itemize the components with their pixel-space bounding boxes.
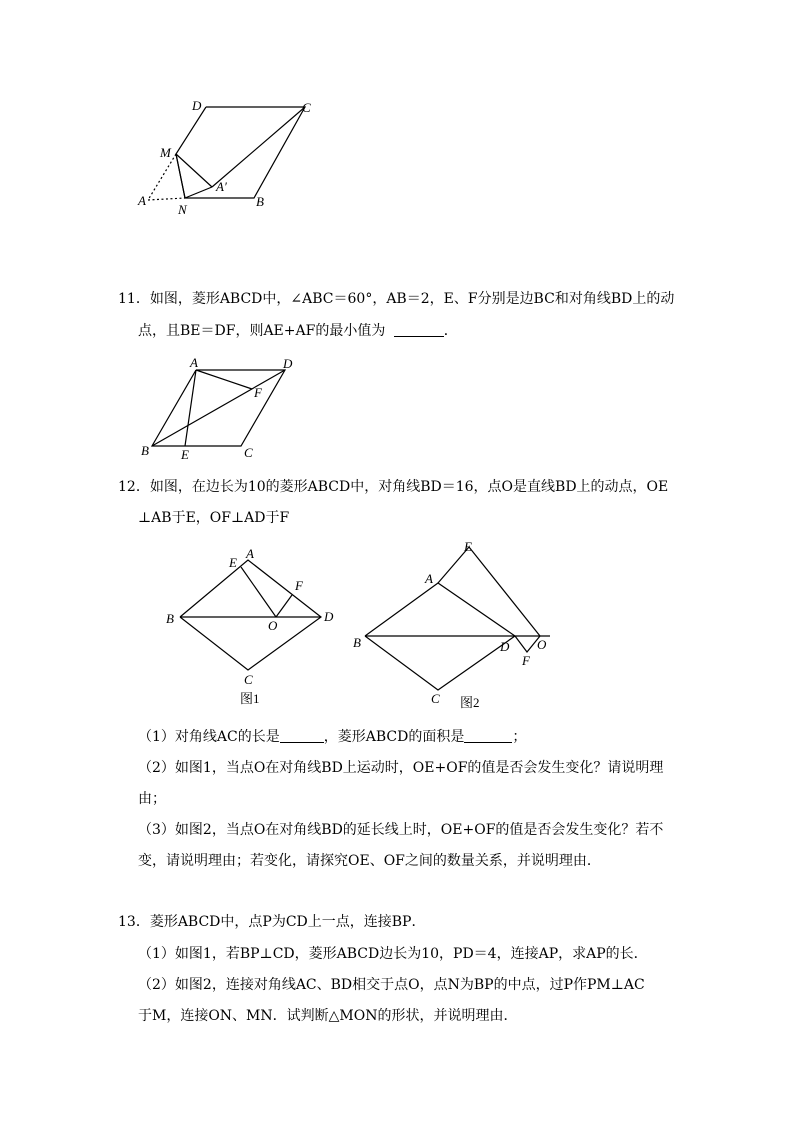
label-c: C [302, 100, 311, 115]
label-d: D [283, 356, 293, 371]
segment-n-a-prime [185, 187, 212, 198]
label-d: D [324, 609, 334, 624]
q13-sub2-line2: 于M，连接ON、MN．试判断△MON的形状，并说明理由． [138, 1008, 518, 1024]
figure-q11-svg [130, 352, 310, 462]
label-b: B [353, 635, 361, 650]
label-f: F [254, 385, 262, 400]
q13-line1: 13．菱形ABCD中，点P为CD上一点，连接BP． [118, 914, 426, 930]
q12-sub2-line2: 由； [138, 791, 166, 807]
label-m: M [160, 145, 171, 160]
figure-q12-2-svg [345, 535, 565, 715]
figure-q12-1-svg [160, 543, 350, 713]
rhombus-outline [176, 107, 305, 198]
label-b: B [166, 611, 174, 626]
q12-sub1-a: （1）对角线AC的长是 [138, 729, 280, 745]
figure-q12-2 [345, 535, 565, 715]
q13-sub1: （1）如图1，若BP⊥CD，菱形ABCD边长为10，PD＝4，连接AP，求AP的长． [138, 946, 648, 962]
q11-line2 [138, 321, 458, 341]
label-f: F [295, 578, 303, 593]
label-a: A [190, 355, 198, 370]
figure-q10 [130, 95, 330, 225]
label-c: C [244, 445, 253, 460]
q12-sub2-line1: （2）如图1，当点O在对角线BD上运动时，OE+OF的值是否会发生变化？请说明理 [138, 760, 664, 776]
dotted-m-a [148, 154, 176, 200]
label-c: C [244, 672, 253, 687]
label-b: B [256, 194, 264, 209]
diagonal-bd [152, 370, 285, 446]
q11-line2-end: ． [443, 323, 458, 339]
figure-caption: 图2 [460, 695, 480, 710]
label-e: E [464, 539, 472, 554]
q12-line1: 12．如图，在边长为10的菱形ABCD中，对角线BD＝16，点O是直线BD上的动点，OE [118, 479, 669, 495]
figure-q12-1 [160, 543, 350, 713]
answer-blank-area[interactable] [464, 728, 512, 743]
label-a: A [246, 546, 254, 561]
q12-line2: ⊥AB于E，OF⊥AD于F [138, 510, 290, 526]
segment-e-o [469, 547, 540, 636]
q12-sub3-line1: （3）如图2，当点O在对角线BD的延长线上时，OE+OF的值是否会发生变化？若不 [138, 822, 664, 838]
q12-sub1-b: ，菱形ABCD的面积是 [323, 729, 465, 745]
answer-blank-ac[interactable] [280, 728, 324, 743]
label-c: C [431, 691, 440, 706]
answer-blank[interactable] [394, 322, 444, 337]
figure-q10-svg [130, 95, 330, 225]
label-f: F [522, 653, 530, 668]
label-o: O [268, 618, 278, 633]
segment-a-prime-c [212, 107, 305, 187]
dotted-a-n [148, 198, 185, 200]
q12-sub1-c: ； [512, 729, 527, 745]
q11-line2-text: 点，且BE＝DF，则AE+AF的最小值为 [138, 323, 386, 339]
label-a-prime: A′ [216, 179, 227, 194]
label-e: E [181, 447, 189, 462]
segment-a-f [196, 370, 252, 389]
q12-sub1 [138, 727, 526, 747]
figure-caption: 图1 [240, 691, 260, 706]
label-d: D [500, 639, 510, 654]
label-o: O [537, 637, 547, 652]
q13-sub2-line1: （2）如图2，连接对角线AC、BD相交于点O，点N为BP的中点，过P作PM⊥AC [138, 977, 645, 993]
figure-q11 [130, 352, 310, 462]
label-a: A [425, 571, 433, 586]
label-b: B [141, 443, 149, 458]
segment-o-e [241, 567, 276, 617]
q12-sub3-line2: 变，请说明理由；若变化，请探究OE、OF之间的数量关系，并说明理由． [138, 853, 601, 869]
label-a: A [138, 193, 146, 208]
label-e: E [229, 555, 237, 570]
label-d: D [192, 98, 202, 113]
segment-a-e [185, 370, 196, 446]
q11-line1: 11．如图，菱形ABCD中，∠ABC＝60°，AB＝2，E、F分别是边BC和对角线BD上的动 [118, 291, 675, 307]
label-n: N [178, 202, 187, 217]
segment-o-f [276, 595, 292, 617]
rhombus-outline [180, 560, 321, 670]
